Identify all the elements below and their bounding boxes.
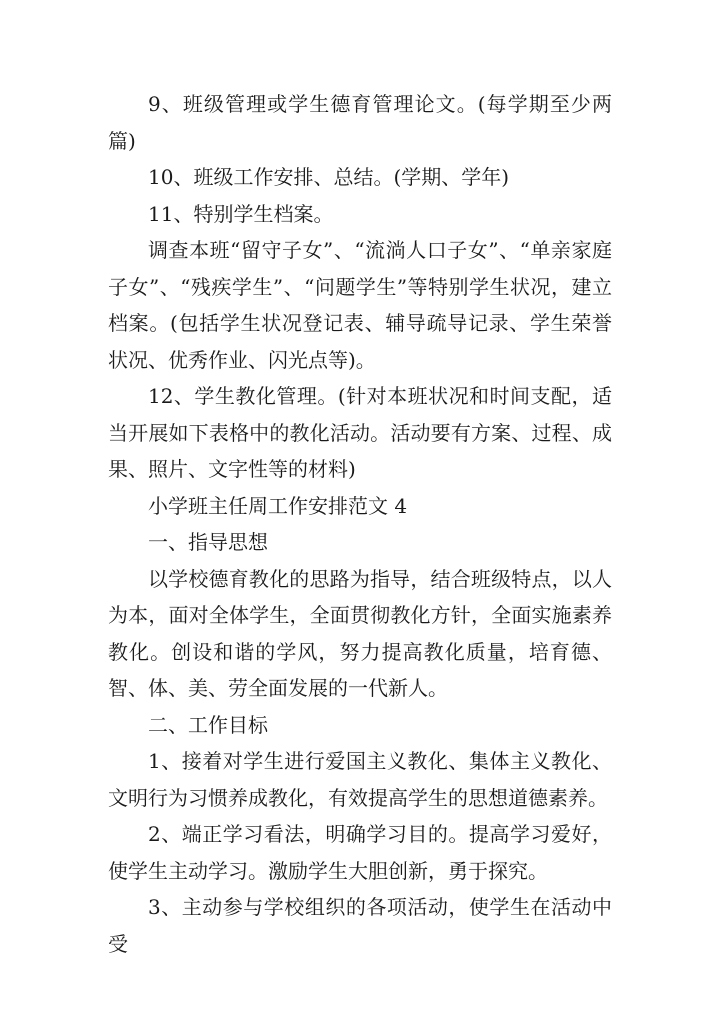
paragraph-item-11-special-files: 11、特别学生档案。 xyxy=(148,201,334,226)
paragraph-item-9-essays: 9、班级管理或学生德育管理论文。(每学期至少两篇) xyxy=(108,92,612,153)
heading-guiding-ideology: 一、指导思想 xyxy=(148,530,268,554)
paragraph-item-12-education: 12、学生教化管理。(针对本班状况和时间支配，适当开展如下表格中的教化活动。活动要有方案、过程、成果、照片、文字性等的材料) xyxy=(108,384,612,481)
paragraph-item-10-plans: 10、班级工作安排、总结。(学期、学年) xyxy=(148,165,510,189)
section-title-sample-4: 小学班主任周工作安排范文 4 xyxy=(148,493,408,518)
heading-work-goals: 二、工作目标 xyxy=(148,712,268,737)
paragraph-goal-2: 2、端正学习看法，明确学习目的。提高学习爱好，使学生主动学习。激励学生大胆创新，勇于探究。 xyxy=(108,822,612,883)
document-body xyxy=(108,86,612,962)
paragraph-special-students-survey: 调查本班“留守子女”、“流淌人口子女”、“单亲家庭子女”、“残疾学生”、“问题学生”等特别学生状况，建立档案。(包括学生状况登记表、辅导疏导记录、学生荣誉状况、优秀作业、闪光点等)。 xyxy=(108,238,612,372)
paragraph-goal-3: 3、主动参与学校组织的各项活动，使学生在活动中受 xyxy=(108,895,612,956)
paragraph-guiding-ideology: 以学校德育教化的思路为指导，结合班级特点，以人为本，面对全体学生，全面贯彻教化方针，全面实施素养教化。创设和谐的学风，努力提高教化质量，培育德、智、体、美、劳全面发展的一代新人。 xyxy=(108,566,612,700)
paragraph-goal-1: 1、接着对学生进行爱国主义教化、集体主义教化、文明行为习惯养成教化，有效提高学生的思想道德素养。 xyxy=(108,749,612,810)
